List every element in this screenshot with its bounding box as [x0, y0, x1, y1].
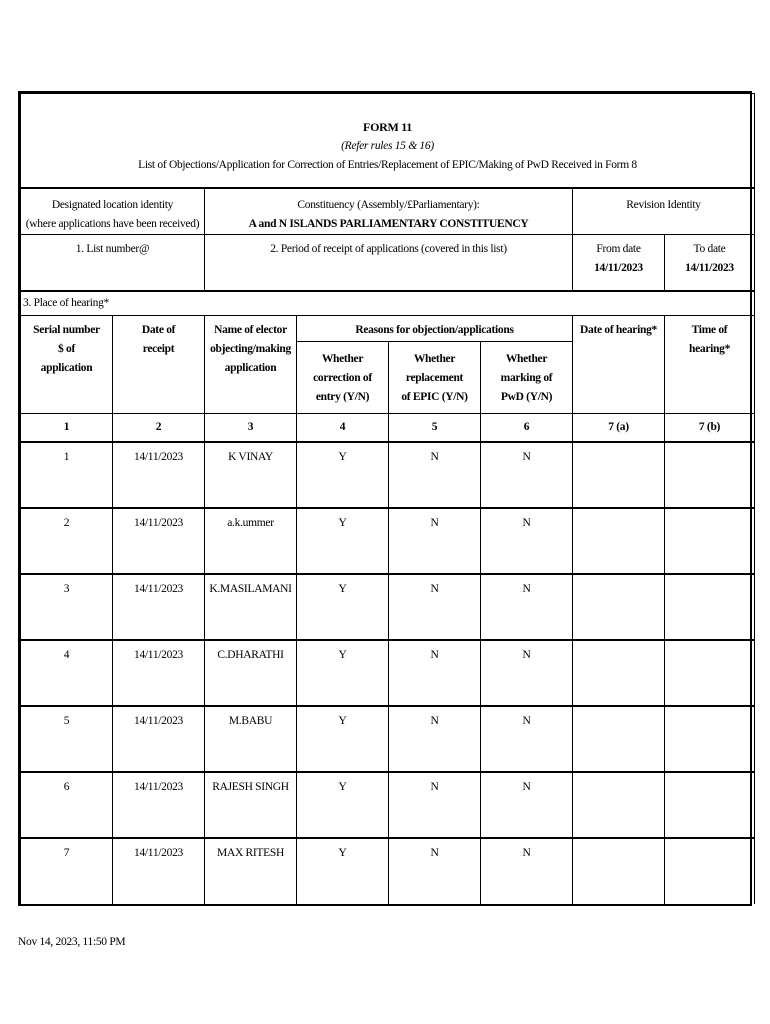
header-replacement-line-2: replacement — [405, 371, 464, 384]
cell-correction: Y — [297, 442, 389, 508]
cell-pwd: N — [481, 574, 573, 640]
header-hearing-time-line-1: Time of — [691, 323, 728, 336]
table-row — [21, 442, 755, 508]
column-number: 5 — [389, 413, 481, 442]
cell-pwd: N — [481, 706, 573, 772]
header-name-line-1: Name of elector — [214, 323, 287, 336]
constituency-label: Constituency (Assembly/£Parliamentary): — [297, 198, 480, 211]
cell-elector-name: C.DHARATHI — [205, 640, 297, 706]
cell-serial: 3 — [21, 574, 113, 640]
cell-correction: Y — [297, 640, 389, 706]
cell-pwd: N — [481, 442, 573, 508]
column-number: 6 — [481, 413, 573, 442]
column-number: 1 — [21, 413, 113, 442]
header-correction-line-3: entry (Y/N) — [315, 390, 370, 403]
cell-replacement: N — [389, 574, 481, 640]
constituency-cell — [205, 188, 573, 235]
header-date-of-receipt — [113, 315, 205, 413]
cell-date-of-receipt: 14/11/2023 — [113, 838, 205, 904]
cell-time-of-hearing — [665, 640, 755, 706]
cell-date-of-receipt: 14/11/2023 — [113, 772, 205, 838]
from-date-cell — [573, 234, 665, 291]
cell-date-of-hearing — [573, 706, 665, 772]
cell-correction: Y — [297, 508, 389, 574]
header-name-line-3: application — [224, 361, 277, 374]
form-11-document — [18, 91, 752, 906]
list-number-label: 1. List number@ — [75, 242, 150, 255]
column-number: 2 — [113, 413, 205, 442]
form-header — [21, 94, 755, 188]
header-serial-number — [21, 315, 113, 413]
header-pwd-line-2: marking of — [500, 371, 553, 384]
header-elector-name — [205, 315, 297, 413]
print-timestamp: Nov 14, 2023, 11:50 PM — [18, 936, 126, 948]
table-row — [21, 508, 755, 574]
cell-elector-name: RAJESH SINGH — [205, 772, 297, 838]
cell-replacement: N — [389, 640, 481, 706]
cell-date-of-hearing — [573, 508, 665, 574]
cell-date-of-receipt: 14/11/2023 — [113, 574, 205, 640]
cell-date-of-receipt: 14/11/2023 — [113, 442, 205, 508]
cell-date-of-hearing — [573, 640, 665, 706]
cell-correction: Y — [297, 772, 389, 838]
to-date-cell — [665, 234, 755, 291]
cell-time-of-hearing — [665, 442, 755, 508]
designated-location-note: (where applications have been received) — [25, 217, 200, 230]
cell-elector-name: K VINAY — [205, 442, 297, 508]
header-date-of-hearing — [573, 315, 665, 413]
header-hearing-time-line-2: hearing* — [688, 342, 731, 355]
cell-date-of-hearing — [573, 772, 665, 838]
table-row — [21, 574, 755, 640]
cell-elector-name: K.MASILAMANI — [205, 574, 297, 640]
header-serial-line-3: application — [40, 361, 93, 374]
cell-serial: 6 — [21, 772, 113, 838]
from-date-label: From date — [596, 242, 641, 255]
cell-replacement: N — [389, 706, 481, 772]
period-label: 2. Period of receipt of applications (covered in this list) — [270, 242, 507, 255]
header-correction — [297, 341, 389, 413]
header-hearing-date-line: Date of hearing* — [580, 323, 657, 336]
cell-replacement: N — [389, 772, 481, 838]
constituency-value: A and N ISLANDS PARLIAMENTARY CONSTITUENCY — [248, 217, 529, 230]
cell-date-of-receipt: 14/11/2023 — [113, 706, 205, 772]
header-serial-line-2: $ of — [57, 342, 75, 355]
cell-elector-name: M.BABU — [205, 706, 297, 772]
designated-location-label: Designated location identity — [51, 198, 174, 211]
revision-identity-label: Revision Identity — [626, 198, 701, 211]
cell-replacement: N — [389, 838, 481, 904]
revision-identity-cell — [573, 188, 755, 235]
cell-time-of-hearing — [665, 772, 755, 838]
header-replacement-line-3: of EPIC (Y/N) — [401, 390, 468, 403]
table-row — [21, 640, 755, 706]
place-of-hearing: 3. Place of hearing* — [21, 291, 755, 315]
form-title: FORM 11 — [363, 120, 412, 134]
cell-replacement: N — [389, 442, 481, 508]
to-date-label: To date — [693, 242, 726, 255]
table-row — [21, 772, 755, 838]
cell-time-of-hearing — [665, 574, 755, 640]
cell-serial: 7 — [21, 838, 113, 904]
cell-date-of-receipt: 14/11/2023 — [113, 640, 205, 706]
designated-location-cell — [21, 188, 205, 235]
header-pwd-line-3: PwD (Y/N) — [500, 390, 553, 403]
cell-pwd: N — [481, 772, 573, 838]
header-receipt-line-1: Date of — [141, 323, 176, 336]
cell-date-of-hearing — [573, 574, 665, 640]
cell-pwd: N — [481, 508, 573, 574]
header-serial-line-1: Serial number — [33, 323, 100, 336]
cell-serial: 1 — [21, 442, 113, 508]
column-number-row — [21, 413, 755, 442]
column-number: 7 (b) — [665, 413, 755, 442]
cell-time-of-hearing — [665, 508, 755, 574]
cell-correction: Y — [297, 574, 389, 640]
form-description: List of Objections/Application for Correction of Entries/Replacement of EPIC/Making of PwD Received in Form 8 — [138, 159, 637, 171]
form-table — [20, 93, 755, 904]
table-row — [21, 838, 755, 904]
cell-replacement: N — [389, 508, 481, 574]
header-replacement — [389, 341, 481, 413]
header-receipt-line-2: receipt — [142, 342, 175, 355]
column-number: 4 — [297, 413, 389, 442]
column-number: 3 — [205, 413, 297, 442]
cell-serial: 4 — [21, 640, 113, 706]
cell-date-of-hearing — [573, 442, 665, 508]
cell-correction: Y — [297, 838, 389, 904]
cell-elector-name: MAX RITESH — [205, 838, 297, 904]
cell-date-of-receipt: 14/11/2023 — [113, 508, 205, 574]
from-date-value: 14/11/2023 — [594, 261, 643, 274]
header-pwd-line-1: Whether — [505, 352, 548, 365]
list-number-cell — [21, 234, 205, 291]
form-subtitle: (Refer rules 15 & 16) — [341, 140, 434, 152]
cell-pwd: N — [481, 838, 573, 904]
header-replacement-line-1: Whether — [413, 352, 456, 365]
cell-date-of-hearing — [573, 838, 665, 904]
column-number: 7 (a) — [573, 413, 665, 442]
table-row — [21, 706, 755, 772]
cell-time-of-hearing — [665, 706, 755, 772]
header-pwd — [481, 341, 573, 413]
cell-serial: 2 — [21, 508, 113, 574]
header-name-line-2: objecting/making — [210, 342, 291, 355]
to-date-value: 14/11/2023 — [685, 261, 734, 274]
cell-correction: Y — [297, 706, 389, 772]
cell-serial: 5 — [21, 706, 113, 772]
period-cell — [205, 234, 573, 291]
cell-time-of-hearing — [665, 838, 755, 904]
header-correction-line-2: correction of — [313, 371, 372, 384]
header-correction-line-1: Whether — [321, 352, 364, 365]
header-reasons: Reasons for objection/applications — [297, 315, 573, 341]
header-time-of-hearing — [665, 315, 755, 413]
cell-elector-name: a.k.ummer — [205, 508, 297, 574]
cell-pwd: N — [481, 640, 573, 706]
